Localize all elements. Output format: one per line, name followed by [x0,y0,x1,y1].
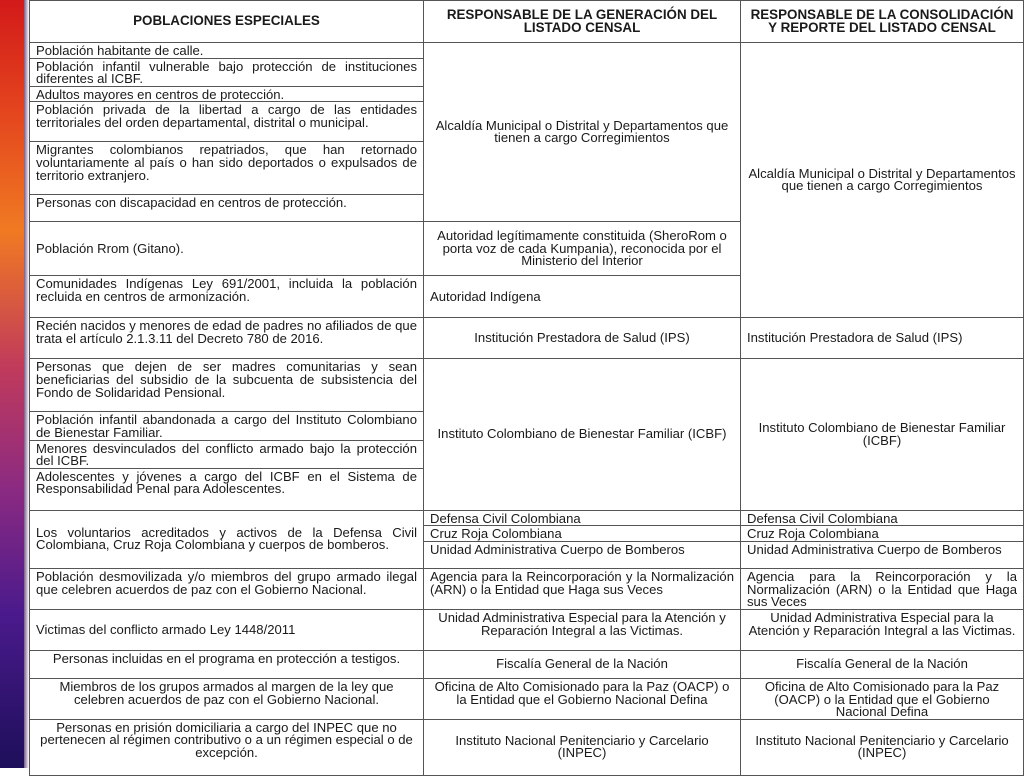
generacion-cell: Autoridad Indígena [424,276,741,318]
generacion-cell: Unidad Administrativa Cuerpo de Bomberos [424,541,741,568]
table-row [30,568,1024,609]
consolidacion-cell: Institución Prestadora de Salud (IPS) [741,318,1024,359]
population-cell: Personas que dejen de ser madres comunitarias y sean beneficiarias del subsidio de la subcuenta de subsistencia del Fondo de Solidaridad Pensional. [30,359,424,412]
population-cell: Recién nacidos y menores de edad de padres no afiliados de que trata el artículo 2.1.3.11 del Decreto 780 de 2016. [30,318,424,359]
table-header-row [30,1,1024,43]
generacion-cell: Unidad Administrativa Especial para la Atención y Reparación Integral a las Victimas. [424,609,741,650]
census-responsibility-table [29,0,1024,776]
consolidacion-cell: Agencia para la Reincorporación y la Normalización (ARN) o la Entidad que Haga sus Veces [741,568,1024,609]
decorative-gradient-bar [0,0,24,768]
table-row [30,678,1024,719]
consolidacion-cell: Cruz Roja Colombiana [741,526,1024,542]
consolidacion-cell: Defensa Civil Colombiana [741,510,1024,526]
table-row [30,510,1024,526]
generacion-cell: Defensa Civil Colombiana [424,510,741,526]
generacion-cell: Autoridad legítimamente constituida (SheroRom o porta voz de cada Kumpania), reconocida por el Ministerio del Interior [424,222,741,276]
generacion-cell: Institución Prestadora de Salud (IPS) [424,318,741,359]
population-cell: Personas incluidas en el programa en protección a testigos. [30,650,424,678]
header-consolidacion: RESPONSABLE DE LA CONSOLIDACIÓN Y REPORTE DEL LISTADO CENSAL [741,1,1024,43]
generacion-cell: Instituto Nacional Penitenciario y Carcelario (INPEC) [424,719,741,775]
table-row [30,650,1024,678]
table-row [30,359,1024,412]
population-cell: Adultos mayores en centros de protección. [30,86,424,102]
generacion-cell: Cruz Roja Colombiana [424,526,741,542]
table-row [30,43,1024,59]
header-generacion: RESPONSABLE DE LA GENERACIÓN DEL LISTADO CENSAL [424,1,741,43]
population-cell: Comunidades Indígenas Ley 691/2001, incluida la población recluida en centros de armonización. [30,276,424,318]
consolidacion-cell: Oficina de Alto Comisionado para la Paz (OACP) o la Entidad que el Gobierno Nacional Defina [741,678,1024,719]
population-cell: Miembros de los grupos armados al margen de la ley que celebren acuerdos de paz con el Gobierno Nacional. [30,678,424,719]
population-cell: Población infantil abandonada a cargo del Instituto Colombiano de Bienestar Familiar. [30,412,424,440]
generacion-cell: Fiscalía General de la Nación [424,650,741,678]
population-cell: Población infantil vulnerable bajo protección de instituciones diferentes al ICBF. [30,58,424,86]
consolidacion-cell: Fiscalía General de la Nación [741,650,1024,678]
generacion-cell: Oficina de Alto Comisionado para la Paz (OACP) o la Entidad que el Gobierno Nacional Defina [424,678,741,719]
table-row [30,609,1024,650]
consolidacion-cell: Unidad Administrativa Cuerpo de Bomberos [741,541,1024,568]
generacion-cell: Instituto Colombiano de Bienestar Familiar (ICBF) [424,359,741,510]
population-cell: Personas con discapacidad en centros de protección. [30,195,424,222]
consolidacion-cell: Instituto Colombiano de Bienestar Familiar (ICBF) [741,359,1024,510]
population-cell: Menores desvinculados del conflicto armado bajo la protección del ICBF. [30,440,424,468]
table-row [30,318,1024,359]
generacion-cell: Alcaldía Municipal o Distrital y Departamentos que tienen a cargo Corregimientos [424,43,741,222]
table-row [30,719,1024,775]
population-cell: Población Rrom (Gitano). [30,222,424,276]
population-cell: Migrantes colombianos repatriados, que han retornado voluntariamente al país o han sido deportados o expulsados de territorio extranjero. [30,142,424,195]
consolidacion-cell: Instituto Nacional Penitenciario y Carcelario (INPEC) [741,719,1024,775]
population-cell: Población desmovilizada y/o miembros del grupo armado ilegal que celebren acuerdos de paz con el Gobierno Nacional. [30,568,424,609]
population-cell: Adolescentes y jóvenes a cargo del ICBF en el Sistema de Responsabilidad Penal para Adolescentes. [30,468,424,510]
population-cell: Los voluntarios acreditados y activos de la Defensa Civil Colombiana, Cruz Roja Colombiana y cuerpos de bomberos. [30,510,424,568]
population-cell: Población habitante de calle. [30,43,424,59]
generacion-cell: Agencia para la Reincorporación y la Normalización (ARN) o la Entidad que Haga sus Veces [424,568,741,609]
consolidacion-cell: Alcaldía Municipal o Distrital y Departamentos que tienen a cargo Corregimientos [741,43,1024,318]
population-cell: Victimas del conflicto armado Ley 1448/2011 [30,609,424,650]
population-cell: Personas en prisión domiciliaria a cargo del INPEC que no pertenecen al régimen contributivo o a un régimen especial o de excepción. [30,719,424,775]
consolidacion-cell: Unidad Administrativa Especial para la Atención y Reparación Integral a las Victimas. [741,609,1024,650]
header-poblaciones: POBLACIONES ESPECIALES [30,1,424,43]
population-cell: Población privada de la libertad a cargo de las entidades territoriales del orden departamental, distrital o municipal. [30,102,424,142]
